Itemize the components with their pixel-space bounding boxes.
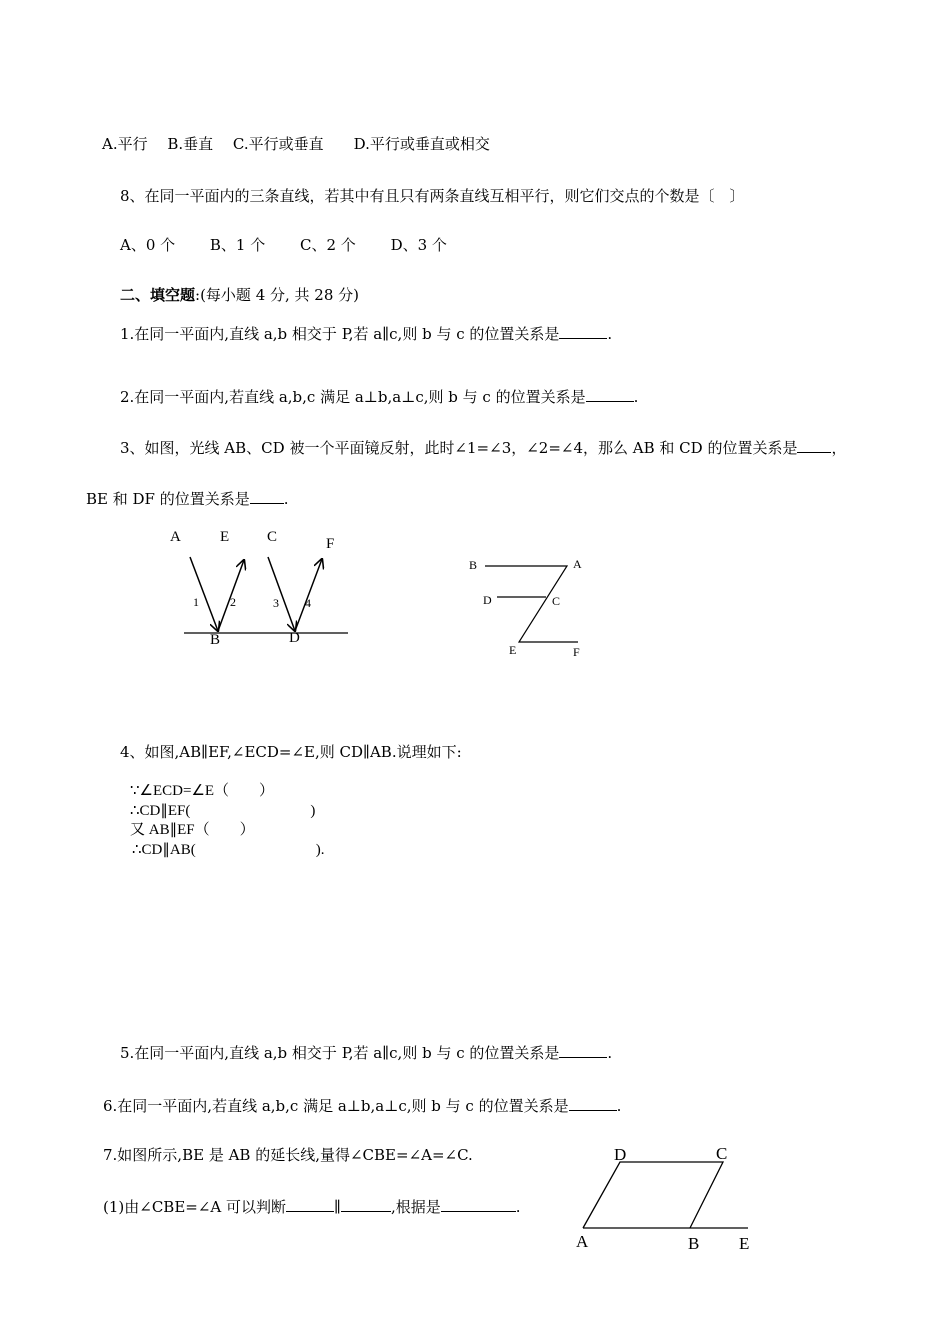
previous-question-options: A.平行 B.垂直 C.平行或垂直 D.平行或垂直或相交 <box>102 135 490 153</box>
label-e: E <box>220 529 230 545</box>
fill-question-3-text-2: BE 和 DF 的位置关系是 <box>86 490 250 508</box>
fill-question-7-text: 7.如图所示,BE 是 AB 的延长线,量得∠CBE=∠A=∠C. <box>103 1146 473 1164</box>
sub-1-reason-text: ,根据是 <box>390 1198 441 1216</box>
section-2-title: 二、填空题 <box>120 286 196 304</box>
label-a: A <box>573 557 582 571</box>
label-c: C <box>716 1144 728 1163</box>
ray-cd <box>268 557 295 631</box>
answer-blank[interactable] <box>286 1197 334 1212</box>
label-d: D <box>289 630 300 646</box>
label-c: C <box>552 594 561 608</box>
question-8-options: A、0 个 B、1 个 C、2 个 D、3 个 <box>120 236 447 254</box>
fill-question-1-end: . <box>607 325 613 343</box>
fill-question-3-line-1-end: ， <box>831 439 847 457</box>
answer-blank[interactable] <box>559 324 607 339</box>
fill-question-3-line-1 <box>120 437 846 458</box>
fill-question-2 <box>120 386 638 407</box>
proof-step-2: ∴CD∥EF( ) <box>130 803 316 819</box>
fill-question-3-text: 3、如图，光线 AB、CD 被一个平面镜反射，此时∠1=∠3，∠2=∠4，那么 AB 和 CD 的位置关系是 <box>120 439 798 457</box>
parallelogram-outline <box>583 1162 723 1228</box>
proof-step-3: 又 AB∥EF（ ） <box>130 822 255 838</box>
label-b: B <box>210 632 221 648</box>
fill-question-3-line-2 <box>86 488 289 509</box>
label-d: D <box>483 593 492 607</box>
angle-4-label: 4 <box>305 596 311 610</box>
fill-question-3-line-2-end: . <box>283 490 289 508</box>
label-e: E <box>739 1234 750 1253</box>
answer-blank[interactable] <box>569 1096 617 1111</box>
answer-blank[interactable] <box>250 489 284 504</box>
section-2-heading <box>120 284 359 305</box>
answer-blank[interactable] <box>341 1197 391 1212</box>
question-8-text: 8、在同一平面内的三条直线，若其中有且只有两条直线互相平行，则它们交点的个数是〔 〕 <box>120 187 745 205</box>
label-e: E <box>509 643 517 657</box>
angle-3-label: 3 <box>273 596 279 610</box>
angle-2-label: 2 <box>230 595 236 609</box>
z-outline <box>485 566 578 642</box>
fill-question-5 <box>120 1042 612 1063</box>
label-d: D <box>614 1145 627 1164</box>
fill-question-6-end: . <box>616 1097 622 1115</box>
parallelogram-figure <box>570 1140 760 1255</box>
sub-1-text: (1)由∠CBE=∠A 可以判断 <box>103 1198 287 1216</box>
fill-question-6 <box>103 1095 621 1116</box>
answer-blank[interactable] <box>441 1197 516 1212</box>
proof-step-4: ∴CD∥AB( ). <box>132 842 325 858</box>
label-a: A <box>576 1232 589 1251</box>
angle-1-label: 1 <box>193 595 199 609</box>
mirror-reflection-figure <box>160 520 360 650</box>
fill-question-2-end: . <box>633 388 639 406</box>
ray-df <box>295 559 322 631</box>
fill-question-6-text: 6.在同一平面内,若直线 a,b,c 满足 a⊥b,a⊥c,则 b 与 c 的位置关系是 <box>103 1097 569 1115</box>
sub-1-end: . <box>515 1198 521 1216</box>
parallel-symbol: ∥ <box>334 1198 341 1216</box>
label-f: F <box>326 536 335 552</box>
answer-blank[interactable] <box>797 438 831 453</box>
section-2-score-note: :(每小题 4 分, 共 28 分) <box>195 286 360 304</box>
fill-question-1-text: 1.在同一平面内,直线 a,b 相交于 P,若 a∥c,则 b 与 c 的位置关系是 <box>120 325 560 343</box>
answer-blank[interactable] <box>586 387 634 402</box>
label-f: F <box>573 645 580 659</box>
label-c: C <box>267 529 278 545</box>
label-b: B <box>688 1234 700 1253</box>
fill-question-2-text: 2.在同一平面内,若直线 a,b,c 满足 a⊥b,a⊥c,则 b 与 c 的位置关系是 <box>120 388 586 406</box>
fill-question-5-end: . <box>607 1044 613 1062</box>
z-shape-figure <box>460 550 590 660</box>
label-a: A <box>170 529 181 545</box>
answer-blank[interactable] <box>559 1043 607 1058</box>
fill-question-1 <box>120 323 612 344</box>
fill-question-7-sub-1 <box>103 1196 521 1217</box>
label-b: B <box>469 558 478 572</box>
proof-step-1: ∵∠ECD=∠E（ ） <box>130 783 275 799</box>
fill-question-4-text: 4、如图,AB∥EF,∠ECD=∠E,则 CD∥AB.说理如下: <box>120 743 462 761</box>
fill-question-5-text: 5.在同一平面内,直线 a,b 相交于 P,若 a∥c,则 b 与 c 的位置关系是 <box>120 1044 560 1062</box>
ray-ab <box>190 557 218 631</box>
